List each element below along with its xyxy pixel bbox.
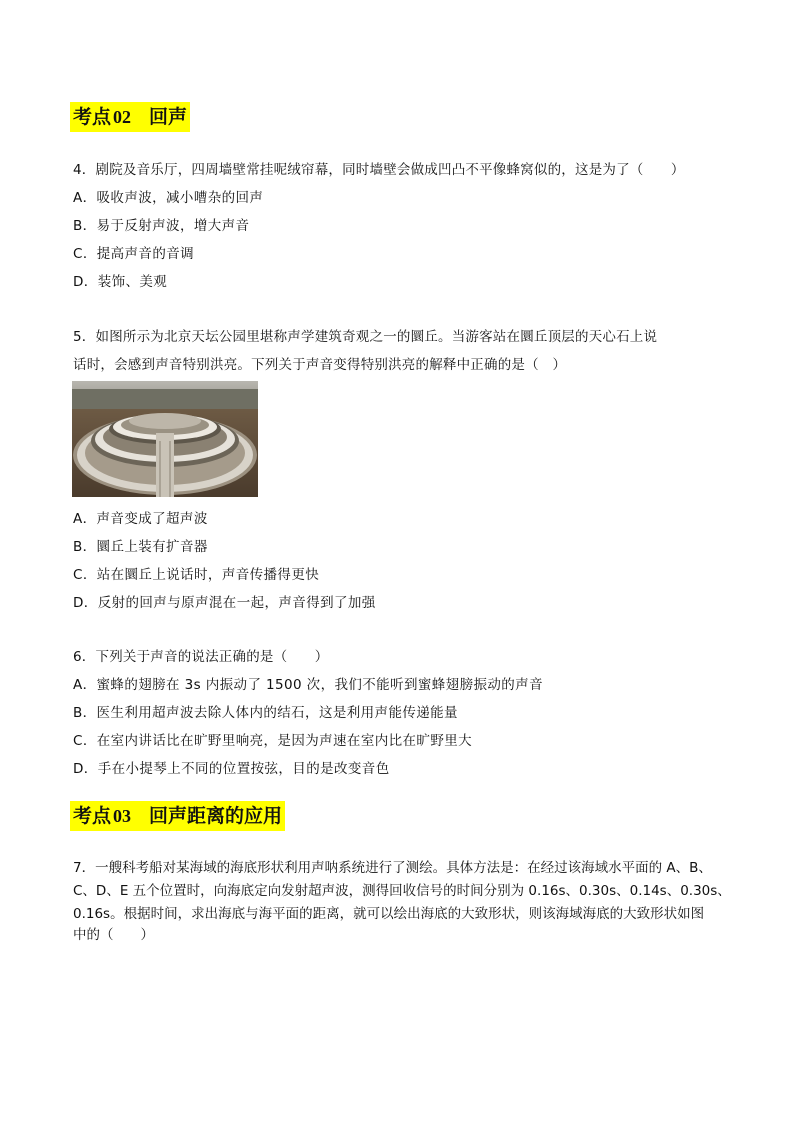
- question-6-option-c: C．在室内讲话比在旷野里响亮，是因为声速在室内比在旷野里大: [73, 733, 473, 749]
- question-5-option-a: A．声音变成了超声波: [73, 511, 208, 527]
- section-title: 回声: [149, 106, 188, 128]
- question-4-option-d: D．装饰、美观: [73, 274, 168, 290]
- question-5-option-c: C．站在圜丘上说话时，声音传播得更快: [73, 567, 320, 583]
- section-title: 回声距离的应用: [149, 805, 283, 827]
- question-7-line-1: 7．一艘科考船对某海域的海底形状利用声呐系统进行了测绘。具体方法是：在经过该海域水平面的 A、B、: [73, 860, 712, 876]
- question-4-option-a: A．吸收声波，减小嘈杂的回声: [73, 190, 264, 206]
- section-label: 考点: [73, 106, 112, 128]
- question-5-stem-line-2: 话时，会感到声音特别洪亮。下列关于声音变得特别洪亮的解释中正确的是（ ）: [73, 357, 567, 373]
- question-6-stem: 6．下列关于声音的说法正确的是（ ）: [73, 649, 329, 665]
- question-5-option-b: B．圜丘上装有扩音器: [73, 539, 208, 555]
- question-6-option-b: B．医生利用超声波去除人体内的结石，这是利用声能传递能量: [73, 705, 458, 721]
- section-number: 02: [113, 107, 132, 127]
- question-6-option-d: D．手在小提琴上不同的位置按弦，目的是改变音色: [73, 761, 390, 777]
- question-5-stem-line-1: 5．如图所示为北京天坛公园里堪称声学建筑奇观之一的圜丘。当游客站在圜丘顶层的天心石上说: [73, 329, 658, 345]
- question-4-option-c: C．提高声音的音调: [73, 246, 195, 262]
- section-heading-03: [70, 801, 285, 831]
- section-label: 考点: [73, 805, 112, 827]
- question-5-option-d: D．反射的回声与原声混在一起，声音得到了加强: [73, 595, 376, 611]
- section-number: 03: [113, 806, 132, 826]
- question-7-line-3: 0.16s。根据时间，求出海底与海平面的距离，就可以绘出海底的大致形状，则该海域海底的大致形状如图: [73, 906, 705, 922]
- section-heading-02: [70, 102, 190, 132]
- question-6-option-a: A．蜜蜂的翅膀在 3s 内振动了 1500 次，我们不能听到蜜蜂翅膀振动的声音: [73, 677, 543, 693]
- circular-mound-altar-photo: [72, 381, 258, 497]
- question-4-stem: 4．剧院及音乐厅，四周墙壁常挂呢绒帘幕，同时墙壁会做成凹凸不平像蜂窝似的，这是为了（ ）: [73, 162, 685, 178]
- question-7-line-4: 中的（ ）: [73, 927, 154, 943]
- question-4-option-b: B．易于反射声波，增大声音: [73, 218, 250, 234]
- question-7-line-2: C、D、E 五个位置时，向海底定向发射超声波，测得回收信号的时间分别为 0.16s、0.30s、0.14s、0.30s、: [73, 883, 731, 899]
